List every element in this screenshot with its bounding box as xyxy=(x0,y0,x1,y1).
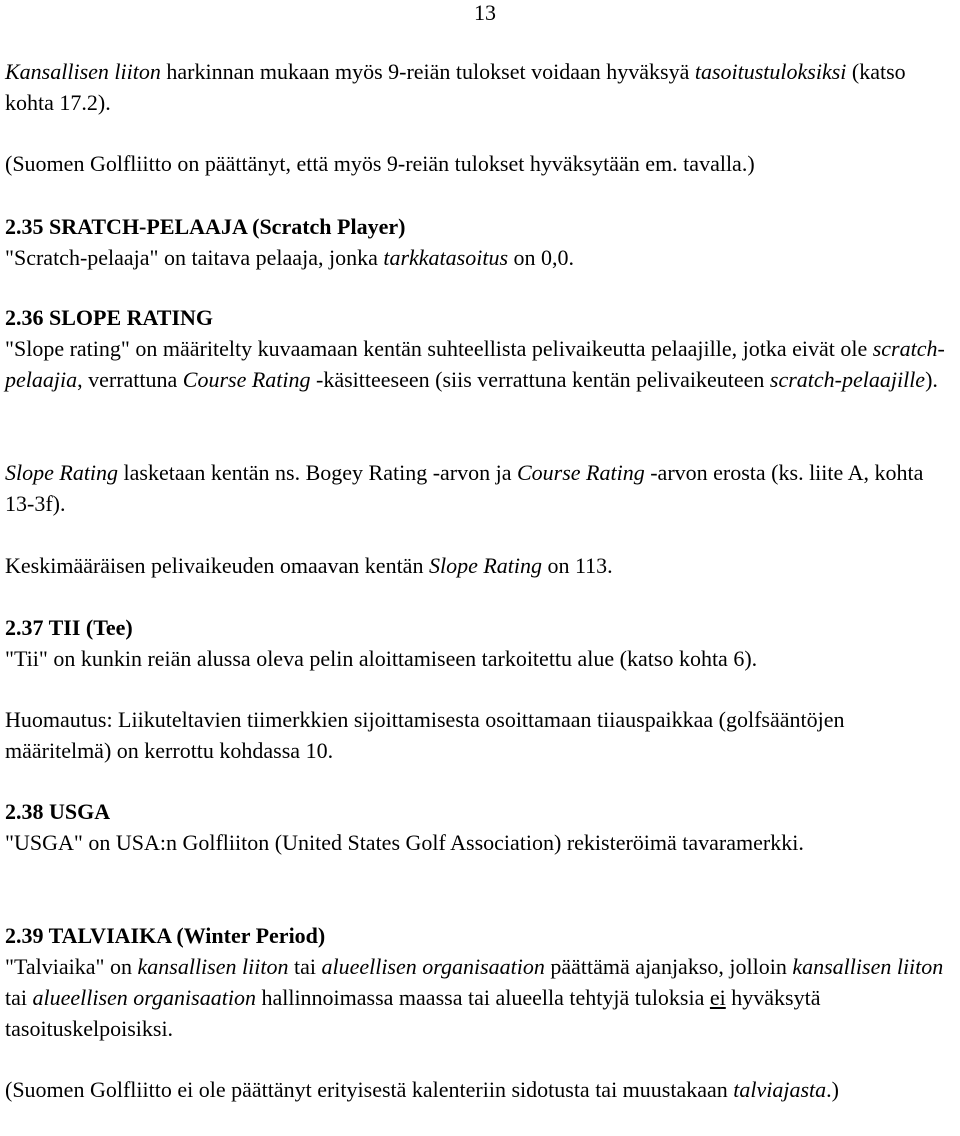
heading-2-38: 2.38 USGA xyxy=(5,799,111,824)
definition-2-38: "USGA" on USA:n Golfliiton (United States Golf Association) rekisteröimä tavaramerkki. xyxy=(5,830,804,855)
section-2-36 xyxy=(5,302,954,395)
heading-2-35: 2.35 SRATCH-PELAAJA (Scratch Player) xyxy=(5,214,406,239)
paragraph-national-association: Kansallisen liiton harkinnan mukaan myös 9-reiän tulokset voidaan hyväksyä tasoitustuloksiksi (katso kohta 17.2). xyxy=(5,59,906,115)
page-number: 13 xyxy=(474,0,496,25)
section-2-38 xyxy=(5,796,954,858)
heading-2-37: 2.37 TII (Tee) xyxy=(5,615,133,640)
definition-2-35: "Scratch-pelaaja" on taitava pelaaja, jonka tarkkatasoitus on 0,0. xyxy=(5,245,575,270)
paragraph-average-slope: Keskimääräisen pelivaikeuden omaavan kentän Slope Rating on 113. xyxy=(5,553,613,578)
definition-2-36: "Slope rating" on määritelty kuvaamaan kentän suhteellista pelivaikeutta pelaajille, jotka eivät ole scratch-pelaajia, verrattuna Course Rating -käsitteeseen (siis verrattuna kentän pelivaikeuteen scratch-pelaajille). xyxy=(5,336,945,392)
definition-2-37: "Tii" on kunkin reiän alussa oleva pelin aloittamiseen tarkoitettu alue (katso kohta 6). xyxy=(5,646,758,671)
section-2-39 xyxy=(5,920,954,1044)
heading-2-39: 2.39 TALVIAIKA (Winter Period) xyxy=(5,923,326,948)
paragraph-slope-calculation: Slope Rating lasketaan kentän ns. Bogey Rating -arvon ja Course Rating -arvon erosta (ks. liite A, kohta 13-3f). xyxy=(5,460,924,516)
section-2-37 xyxy=(5,612,954,674)
paragraph-winter-period-note: (Suomen Golfliitto ei ole päättänyt erityisestä kalenteriin sidotusta tai muustakaan talviajasta.) xyxy=(5,1077,839,1102)
heading-2-36: 2.36 SLOPE RATING xyxy=(5,305,214,330)
section-2-35 xyxy=(5,211,954,273)
paragraph-tee-note: Huomautus: Liikuteltavien tiimerkkien sijoittamisesta osoittamaan tiiauspaikkaa (golfsääntöjen määritelmä) on kerrottu kohdassa 10. xyxy=(5,707,845,763)
definition-2-39: "Talviaika" on kansallisen liiton tai alueellisen organisaation päättämä ajanjakso, jolloin kansallisen liiton tai alueellisen organisaation hallinnoimassa maassa tai alueella tehtyjä tuloksia ei hyväksytä tasoituskelpoisiksi. xyxy=(5,954,944,1041)
paragraph-finnish-golf-decision: (Suomen Golfliitto on päättänyt, että myös 9-reiän tulokset hyväksytään em. tavalla.) xyxy=(5,151,755,176)
